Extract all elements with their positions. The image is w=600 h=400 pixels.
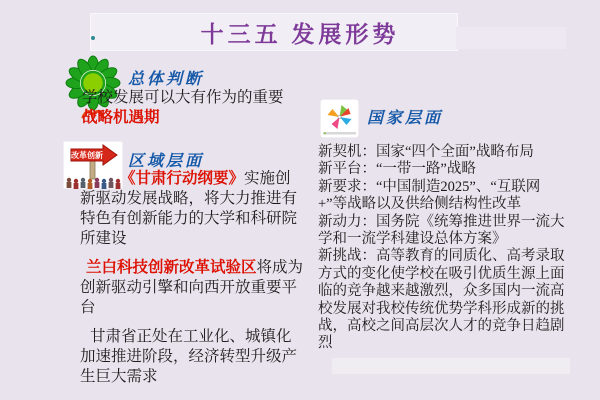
body-text: 新契机：国家“四个全面”战略布局 — [318, 144, 534, 160]
body-text: 新平台：“一带一路”战略 — [318, 161, 476, 178]
body-text: 新挑战：高等教育的同质化、高考录取方式的变化使学校在吸引优质生源上面临的竞争越来越激烈，众多国内一流高校发展对我校传统优势学科形成新的挑战，高校之间高层次人才的竞争日趋剧烈 — [318, 248, 565, 352]
overall-text — [82, 88, 304, 128]
body-text: 学校发展可以大有作为的重要 — [82, 89, 284, 106]
paragraph — [318, 248, 568, 352]
paragraph — [318, 161, 568, 178]
page-title: 十三五 发展形势 — [200, 22, 400, 47]
signpost-label: 改革创新 — [71, 151, 103, 160]
paragraph — [82, 88, 304, 128]
body-text: 将成为创新驱动引擎和向西开放重要平台 — [80, 259, 304, 316]
national-text — [318, 144, 568, 353]
emphasis-text: 兰白科技创新改革试验区 — [86, 259, 257, 276]
body-text: 甘肃省正处在工业化、城镇化加速推进阶段，经济转型升级产生巨大需求 — [80, 328, 298, 385]
section-header-regional: 区域层面 — [128, 153, 205, 170]
emphasis-text: 《甘肃行动纲要》 — [120, 170, 245, 187]
body-text: 新动力：国务院《统筹推进世界一流大学和一流学科建设总体方案》 — [318, 213, 565, 248]
paragraph — [80, 258, 306, 318]
paragraph — [318, 214, 568, 249]
section-header-national: 国家层面 — [367, 110, 444, 127]
paragraph — [80, 169, 306, 249]
bottom-right-panel — [332, 358, 570, 374]
section-header-overall: 总体判断 — [128, 71, 205, 88]
paragraph — [80, 327, 306, 387]
pinwheel-icon — [320, 99, 359, 138]
paragraph — [318, 144, 568, 161]
emphasis-text: 战略机遇期 — [82, 109, 160, 126]
paragraph — [318, 179, 568, 214]
regional-text — [80, 169, 306, 396]
body-text: 新要求：“中国制造2025”、“互联网+”等战略以及供给侧结构性改革 — [318, 178, 541, 213]
body-text: 实施创新驱动发展战略，将大力推进有特色有创新能力的大学和科研院所建设 — [80, 170, 298, 247]
